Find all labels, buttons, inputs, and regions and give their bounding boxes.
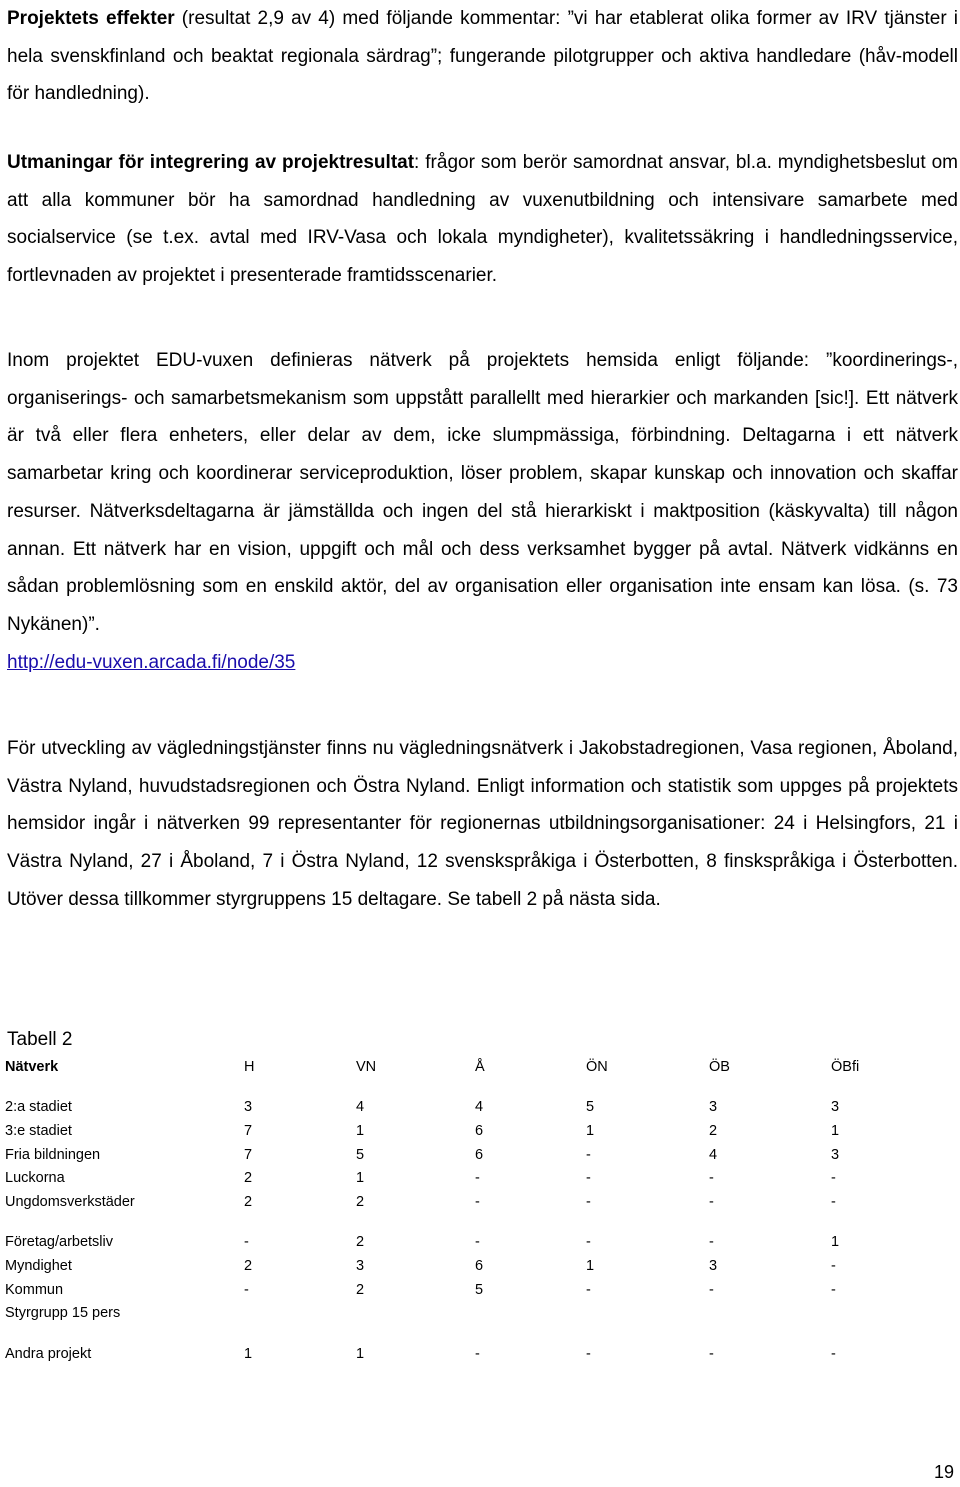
table-cell: 6 [475,1146,484,1163]
table-cell: - [831,1345,836,1362]
table-cell: 1 [586,1257,595,1274]
table-cell: - [586,1345,591,1362]
table-cell: - [586,1146,591,1163]
table-cell: - [475,1193,480,1210]
table-cell: - [586,1234,591,1251]
table-spacer [5,1325,891,1342]
edu-vuxen-link[interactable]: http://edu-vuxen.arcada.fi/node/35 [7,651,296,673]
header-ob: ÖB [709,1058,730,1075]
table-cell: 5 [356,1146,365,1163]
table-cell: Andra projekt [5,1345,92,1362]
heading-integration-challenges: Utmaningar för integrering av projektresultat [7,152,415,173]
table-cell: 1 [356,1122,365,1139]
table-row [5,1342,891,1366]
project-effects-text: (resultat 2,9 av 4) med följande kommentar: ”vi har etablerat olika former av IRV tjänster i hela svenskfinland och beaktat regionala särdrag”; fungerande pilotgrupper och aktiva handledare (håv-modell för handledning). [7,8,958,105]
table-cell: 1 [244,1345,253,1362]
header-h: H [244,1058,255,1075]
table-cell: - [475,1234,480,1251]
network-table [5,1055,891,1366]
table-row [5,1190,891,1214]
table-header-row [5,1055,891,1079]
table-cell: - [586,1193,591,1210]
table-cell: 6 [475,1257,484,1274]
table-cell: 2 [244,1170,253,1187]
table-cell: - [709,1170,714,1187]
network-definition-text: Inom projektet EDU-vuxen definieras nätverk på projektets hemsida enligt följande: ”koordinerings-, organiserings- och samarbetsmekanism som uppstått parallellt med hierarkier och markanden [sic!]. Ett nätverk är två eller flera enheters, eller delar av dem, icke slumpmässiga, förbindning. Deltagarna i ett nätverk samarbetar kring och koordinerar serviceproduktion, löser problem, skapar kunskap och innovation och skaffar resurser. Nätverksdeltagarna är jämställda och ingen del stå hierarkiskt i maktposition (käskyvalta) till någon annan. Ett nätverk har en vision, uppgift och mål och dess verksamhet bygger på avtal. Nätverk vidkänns en sådan problemlösning som en enskild aktör, del av organisation eller organisation inte ensam kan lösa. (s. 73 Nykänen)”. [7,350,958,635]
table-cell: 1 [831,1234,840,1251]
table-cell [356,1301,475,1325]
table-cell: 7 [244,1122,253,1139]
table-row [5,1119,891,1143]
table-cell [709,1301,831,1325]
table-cell: 5 [475,1281,484,1298]
header-obfi: ÖBfi [831,1058,860,1075]
table-spacer [5,1214,891,1231]
paragraph-network-definition [7,342,958,681]
table-cell: 5 [586,1099,595,1116]
paragraph-project-effects [7,0,958,113]
table-row [5,1254,891,1278]
paragraph-integration-challenges [7,144,958,295]
table-cell: 2 [244,1193,253,1210]
heading-project-effects: Projektets effekter [7,8,175,29]
table-cell: 3 [244,1099,253,1116]
table-cell: - [831,1193,836,1210]
table-cell: 3 [356,1257,365,1274]
table-cell: - [475,1345,480,1362]
table-cell: 2 [244,1257,253,1274]
table-cell: 2 [356,1193,365,1210]
table-cell: 1 [586,1122,595,1139]
table-cell: 1 [831,1122,840,1139]
table-cell: Kommun [5,1281,64,1298]
table-cell: 2 [356,1234,365,1251]
table-spacer [5,1079,891,1096]
table-cell: 4 [356,1099,365,1116]
table-cell: - [244,1234,249,1251]
table-cell: - [709,1234,714,1251]
table-cell: Myndighet [5,1257,72,1274]
table-cell: - [586,1170,591,1187]
table-cell: - [831,1281,836,1298]
table-cell [831,1301,891,1325]
header-vn: VN [356,1058,377,1075]
table-row [5,1278,891,1302]
table-cell: 3:e stadiet [5,1122,72,1139]
integration-challenges-text: : frågor som berör samordnat ansvar, bl.a. myndighetsbeslut om att alla kommuner bör ha samordnad handledning av vuxenutbildning och intensivare samarbete med socialservice (se t.ex. avtal med IRV-Vasa och lokala myndigheter), kvalitetssäkring i handledningsservice, fortlevnaden av projektet i presenterade framtidsscenarier. [7,152,958,287]
header-a: Å [475,1058,485,1075]
table-cell [586,1301,709,1325]
table-cell [244,1301,356,1325]
table-cell: 3 [709,1099,718,1116]
table-cell: - [475,1170,480,1187]
table-cell: 1 [356,1170,365,1187]
guidance-networks-text: För utveckling av vägledningstjänster finns nu vägledningsnätverk i Jakobstadregionen, Vasa regionen, Åboland, Västra Nyland, huvudstadsregionen och Östra Nyland. Enligt information och statistik som uppges på projektets hemsidor ingår i nätverken 99 representanter för regionernas utbildningsorganisationer: 24 i Helsingfors, 21 i Västra Nyland, 27 i Åboland, 7 i Östra Nyland, 12 svenskspråkiga i Österbotten, 8 finskspråkiga i Österbotten. Utöver dessa tillkommer styrgruppens 15 deltagare. Se tabell 2 på nästa sida. [7,738,958,910]
table-cell: Företag/arbetsliv [5,1234,113,1251]
table-cell: 3 [831,1146,840,1163]
table-row [5,1301,891,1325]
table-cell: 4 [709,1146,718,1163]
table-cell: 4 [475,1099,484,1116]
table-cell: 6 [475,1122,484,1139]
table-row [5,1143,891,1167]
paragraph-guidance-networks [7,730,958,919]
table-cell: 1 [356,1345,365,1362]
table-cell: - [831,1257,836,1274]
table-cell: 7 [244,1146,253,1163]
table-cell: Styrgrupp 15 pers [5,1305,121,1322]
table-cell: Luckorna [5,1170,65,1187]
page-number: 19 [934,1462,955,1482]
table-cell: - [709,1193,714,1210]
table-row [5,1231,891,1255]
table-cell: 2 [356,1281,365,1298]
table-cell: 3 [831,1099,840,1116]
table-cell: 2:a stadiet [5,1099,72,1116]
table-row [5,1166,891,1190]
table-cell: Fria bildningen [5,1146,101,1163]
table-cell: 2 [709,1122,718,1139]
table-caption: Tabell 2 [7,1029,73,1050]
table-row [5,1096,891,1120]
table-cell: - [709,1281,714,1298]
table-cell: - [709,1345,714,1362]
header-natverk: Nätverk [5,1058,59,1075]
table-cell: - [244,1281,249,1298]
table-cell: 3 [709,1257,718,1274]
header-on: ÖN [586,1058,608,1075]
table-cell [475,1301,586,1325]
table-cell: - [586,1281,591,1298]
table-cell: Ungdomsverkstäder [5,1193,135,1210]
table-cell: - [831,1170,836,1187]
